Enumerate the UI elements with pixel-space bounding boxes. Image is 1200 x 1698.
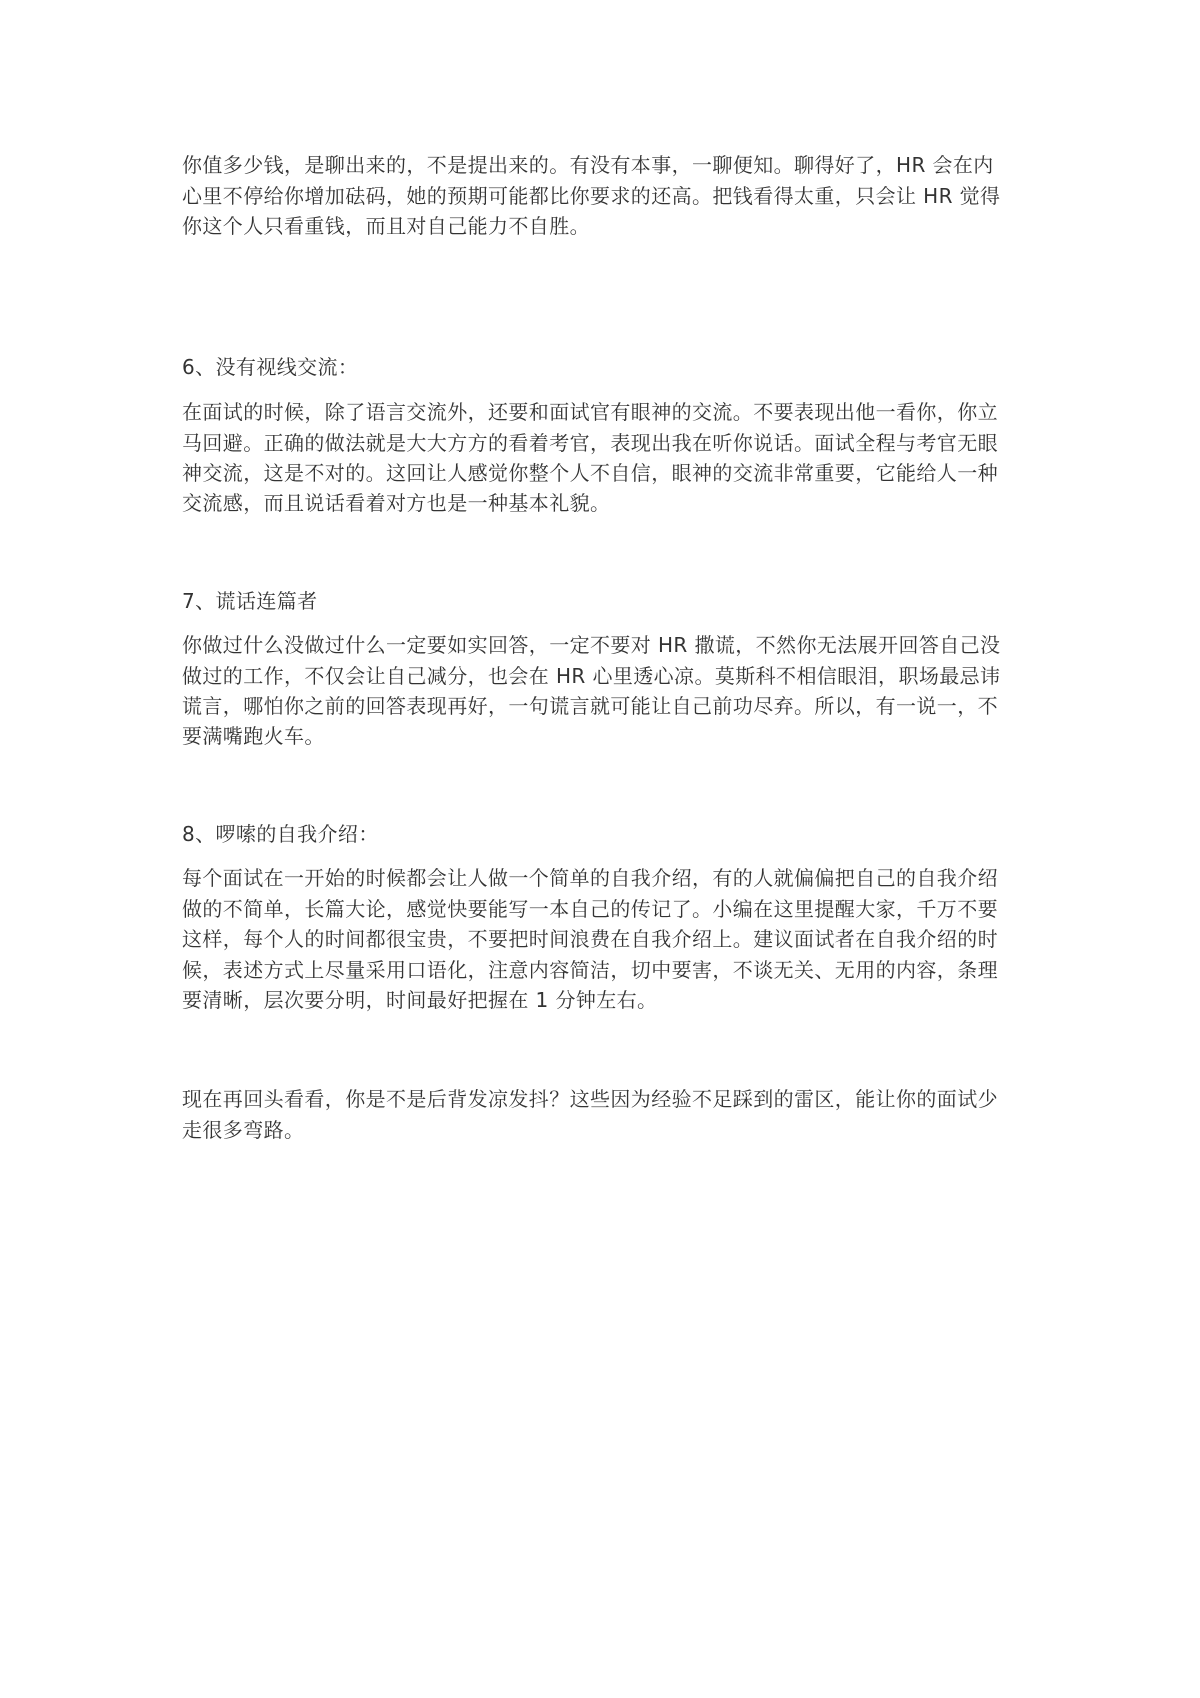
paragraph-line: 交流感，而且说话看着对方也是一种基本礼貌。 [182, 491, 611, 515]
section-heading: 6、没有视线交流： [182, 355, 359, 379]
paragraph-line: 要满嘴跑火车。 [182, 724, 325, 748]
paragraph-line: 在面试的时候，除了语言交流外，还要和面试官有眼神的交流。不要表现出他一看你，你立 [182, 400, 998, 424]
conclusion-line: 现在再回头看看，你是不是后背发凉发抖？这些因为经验不足踩到的雷区，能让你的面试少 [182, 1087, 998, 1111]
intro-line: 你值多少钱，是聊出来的，不是提出来的。有没有本事，一聊便知。聊得好了，HR 会在内 [182, 153, 994, 177]
paragraph-line: 谎言，哪怕你之前的回答表现再好，一句谎言就可能让自己前功尽弃。所以，有一说一，不 [182, 694, 998, 718]
section-heading: 7、谎话连篇者 [182, 589, 318, 613]
section-heading: 8、啰嗦的自我介绍： [182, 822, 379, 846]
paragraph-line: 这样，每个人的时间都很宝贵，不要把时间浪费在自我介绍上。建议面试者在自我介绍的时 [182, 927, 998, 951]
paragraph-line: 马回避。正确的做法就是大大方方的看着考官，表现出我在听你说话。面试全程与考官无眼 [182, 431, 998, 455]
paragraph-line: 做过的工作，不仅会让自己减分，也会在 HR 心里透心凉。莫斯科不相信眼泪，职场最忌讳 [182, 664, 1001, 688]
intro-line: 心里不停给你增加砝码，她的预期可能都比你要求的还高。把钱看得太重，只会让 HR 觉得 [182, 184, 1001, 208]
paragraph-line: 每个面试在一开始的时候都会让人做一个简单的自我介绍，有的人就偏偏把自己的自我介绍 [182, 866, 998, 890]
paragraph-line: 神交流，这是不对的。这回让人感觉你整个人不自信，眼神的交流非常重要，它能给人一种 [182, 461, 998, 485]
paragraph-line: 你做过什么没做过什么一定要如实回答，一定不要对 HR 撒谎，不然你无法展开回答自己没 [182, 633, 1001, 657]
conclusion-line: 走很多弯路。 [182, 1118, 305, 1142]
intro-line: 你这个人只看重钱，而且对自己能力不自胜。 [182, 214, 590, 238]
paragraph-line: 做的不简单，长篇大论，感觉快要能写一本自己的传记了。小编在这里提醒大家，千万不要 [182, 897, 998, 921]
paragraph-line: 候，表述方式上尽量采用口语化，注意内容简洁，切中要害，不谈无关、无用的内容，条理 [182, 958, 998, 982]
paragraph-line: 要清晰，层次要分明，时间最好把握在 1 分钟左右。 [182, 988, 658, 1012]
